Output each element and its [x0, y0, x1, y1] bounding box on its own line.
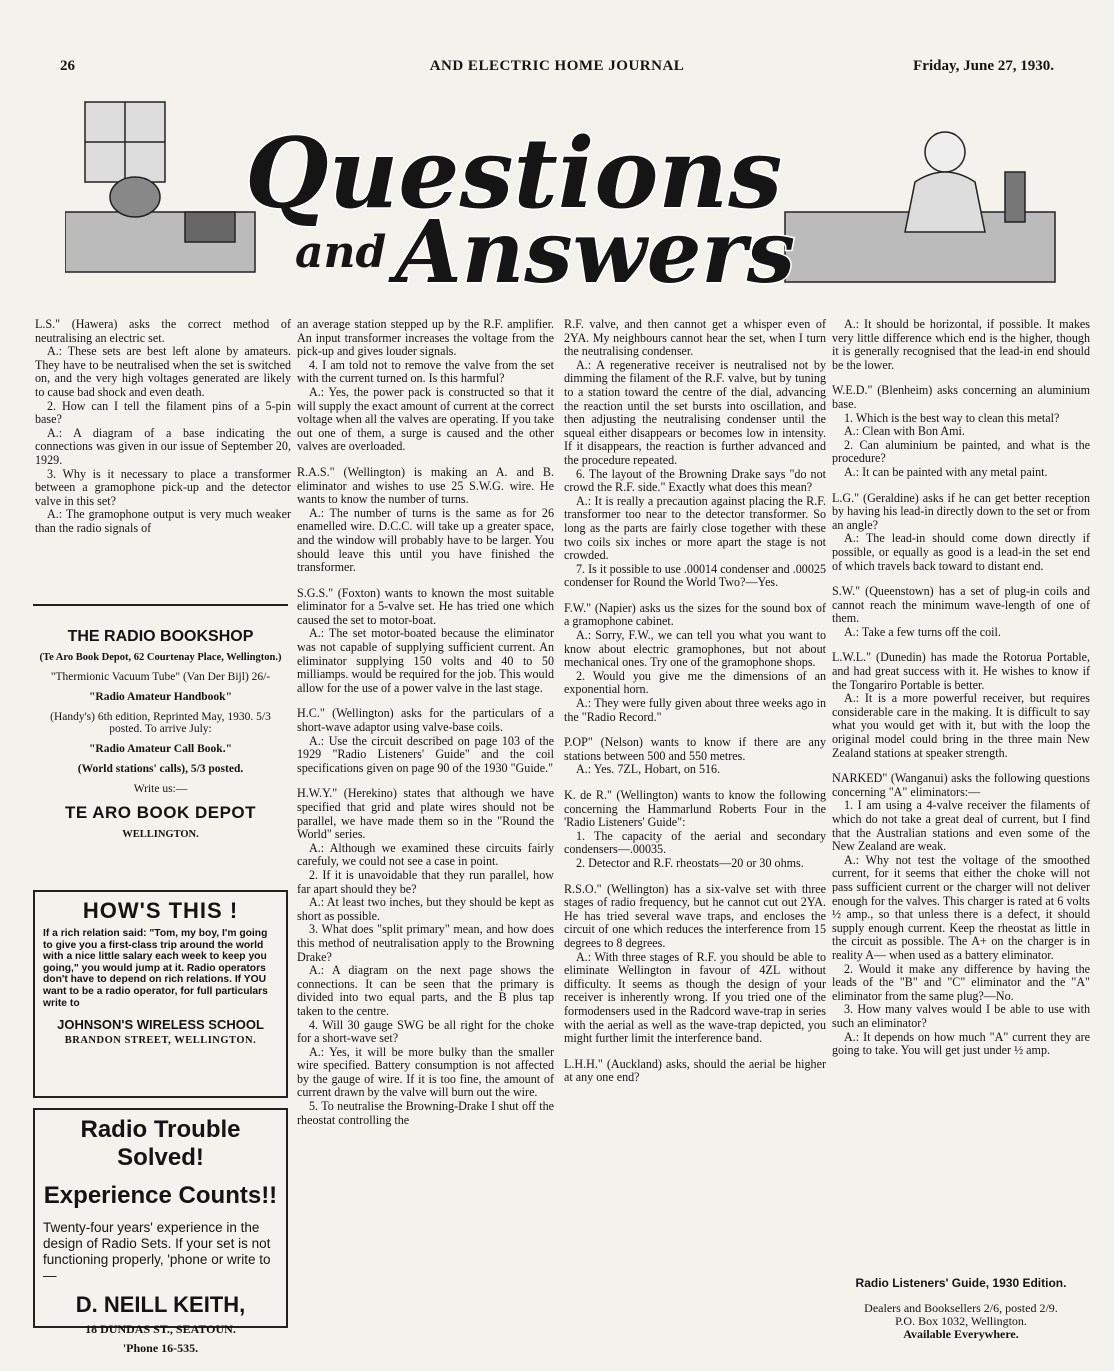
advertiser-phone: 'Phone 16-535.: [122, 1341, 199, 1355]
guide-price: Dealers and Booksellers 2/6, posted 2/9.: [864, 1301, 1058, 1315]
desk-illustration-left: [65, 102, 255, 272]
paragraph: 1. The capacity of the aerial and secondary condensers—.00035.: [564, 828, 826, 857]
radio-bookshop-ad: [33, 598, 288, 878]
paragraph: A.: They were fully given about three weeks ago in the "Radio Record.": [564, 696, 826, 724]
paragraph: A.: These sets are best left alone by amateurs. They have to be neutralised when the set is switched on, and the very high voltages generated are likely to cause bad shock and even death.: [35, 344, 291, 399]
guide-ad-details: [832, 1302, 1090, 1341]
hows-this-title: HOW'S THIS !: [82, 898, 239, 923]
paragraph: A.: The set motor-boated because the eliminator was not capable of supplying sufficient current. An eliminator supplying 150 volts and 40 to 50 milliamps. would be required for the job. This would allow for the use of a power valve in the last stage.: [297, 626, 554, 695]
paragraph: 2. Would you give me the dimensions of an exponential horn.: [564, 668, 826, 697]
desk-illustration-right: [785, 132, 1055, 282]
paragraph: 2. If it is unavoidable that they run parallel, how far apart should they be?: [297, 867, 554, 896]
question-lhh: L.H.H." (Auckland) asks, should the aerial be higher at any one end?: [564, 1056, 826, 1085]
column-4: [832, 318, 1090, 1058]
paragraph: 5. To neutralise the Browning-Drake I shut off the rheostat controlling the: [297, 1099, 554, 1127]
book-item-detail: (Handy's) 6th edition, Reprinted May, 1930. 5/3 posted. To arrive July:: [50, 711, 271, 735]
paragraph: A.: With three stages of R.F. you should be able to eliminate Wellington in favour of 4ZL without difficulty. It seems as though the design of your receiver is inherently wrong. If you tried one of the formodensers used in the Radcord wave-trap in series with the aerial as well as the wave-trap depicted, you might further limit the interference band.: [564, 949, 826, 1046]
paragraph: A.: Yes, the power pack is constructed so that it will supply the exact amount of current at the correct voltage when all the valves are operating. If you take out one of them, a surge is caused and the other valves are overloaded.: [297, 384, 554, 454]
question-wed: W.E.D." (Blenheim) asks concerning an aluminium base.: [832, 383, 1090, 411]
depot-name: TE ARO BOOK DEPOT: [64, 803, 257, 822]
guide-availability: Available Everywhere.: [903, 1327, 1019, 1341]
paragraph: A.: Yes, it will be more bulky than the smaller wire specified. Battery consumption is not affected by the gauge of wire. If it is too fine, the amount of current drawn by the valve will burn out the wire.: [297, 1044, 554, 1100]
paragraph: A.: It should be horizontal, if possible. It makes very little difference which end is the higher, though it is generally recognised that the lead-in end should be the lower.: [832, 317, 1090, 372]
book-item-detail: (World stations' calls), 5/3 posted.: [77, 763, 244, 775]
advertiser-address: 18 DUNDAS ST., SEATOUN.: [85, 1322, 236, 1336]
question-ls: L.S." (Hawera) asks the correct method of neutralising an electric set.: [35, 317, 291, 345]
paragraph: 2. Can aluminium be painted, and what is the procedure?: [832, 437, 1090, 466]
advertiser-name: D. NEILL KEITH,: [75, 1292, 246, 1317]
paragraph: A.: Yes. 7ZL, Hobart, on 516.: [576, 762, 721, 777]
paragraph: 2. Would it make any difference by having the leads of the "B" and "C" eliminator and the "A" eliminator from the same plug?—No.: [832, 961, 1090, 1003]
paragraph: A.: It can be painted with any metal paint.: [844, 464, 1048, 479]
hows-this-body: If a rich relation said: "Tom, my boy, I'm going to give you a first-class trip around the world with a nice little salary each week to keep you going," you would jump at it. Radio operators don't have to depend on rich relations. If YOU want to be a radio operator, for full particulars write to: [43, 928, 268, 1009]
question-fw: F.W." (Napier) asks us the sizes for the sound box of a gramophone cabinet.: [564, 600, 826, 629]
banner-word-questions: Questions: [245, 117, 783, 230]
question-lg: L.G." (Geraldine) asks if he can get better reception by having his lead-in directly down to the set or from an angle?: [832, 490, 1090, 532]
ad-body: Twenty-four years' experience in the design of Radio Sets. If your set is not functioning properly, 'phone or write to—: [43, 1220, 271, 1283]
question-kder: K. de R." (Wellington) wants to know the following concerning the Hammarlund Roberts Four in the 'Radio Listeners' Guide":: [564, 788, 826, 830]
paragraph: A.: Clean with Bon Ami.: [844, 424, 965, 439]
question-lwl: L.W.L." (Dunedin) has made the Rotorua Portable, and had great success with it. He wishes to know if the Tongariro Portable is better.: [832, 650, 1090, 692]
question-narked: NARKED" (Wanganui) asks the following questions concerning "A" eliminators:—: [832, 771, 1090, 799]
paragraph: A.: It depends on how much "A" current they are going to take. You will get just under ½ amp.: [832, 1029, 1090, 1058]
book-item-title: "Radio Amateur Call Book.": [89, 743, 232, 755]
guide-address: P.O. Box 1032, Wellington.: [895, 1314, 1027, 1328]
paragraph: an average station stepped up by the R.F. amplifier. An input transformer increases the voltage from the pick-up and gives louder signals.: [297, 317, 554, 359]
school-name: JOHNSON'S WIRELESS SCHOOL: [57, 1017, 264, 1033]
paragraph: A.: It is a more powerful receiver, but requires considerable care in the making. It is difficult to say what you would get with it, but with the loop the original model could bring in the three main New Zealand stations at speaker strength.: [832, 691, 1090, 760]
banner-word-and: and: [295, 227, 387, 278]
school-address: BRANDON STREET, WELLINGTON.: [64, 1035, 257, 1047]
paragraph: A.: The lead-in should come down directly if possible, or equally as good is a lead-in the set end of which travels back toward to distant end.: [832, 531, 1090, 573]
hows-this-ad: [33, 890, 288, 1098]
ad-subheadline: Experience Counts!!: [43, 1182, 278, 1209]
bookshop-title: THE RADIO BOOKSHOP: [67, 628, 254, 645]
issue-date: Friday, June 27, 1930.: [913, 58, 1054, 74]
paragraph: 3. Why is it necessary to place a transformer between a gramophone pick-up and the detector valve in this set?: [35, 466, 291, 508]
paragraph: 1. Which is the best way to clean this metal?: [844, 410, 1060, 425]
book-item-title: "Radio Amateur Handbook": [89, 691, 232, 703]
paragraph: 2. Detector and R.F. rheostats—20 or 30 ohms.: [576, 855, 804, 870]
paragraph: 7. Is it possible to use .00014 condenser and .00025 condenser for Round the World Two?—Yes.: [564, 561, 826, 590]
paragraph: A.: The number of turns is the same as for 26 enamelled wire. D.C.C. will take up a greater space, and the window will probably have to be larger. You should leave this until you have finished the transformer.: [297, 505, 554, 575]
question-sgs: S.G.S." (Foxton) wants to known the most suitable eliminator for a 5-valve set. He has tried one which caused the set to motor-boat.: [297, 585, 554, 627]
book-item: "Thermionic Vacuum Tube" (Van Der Bijl) 26/-: [50, 671, 271, 683]
paragraph: A.: Use the circuit described on page 103 of the 1929 "Radio Listeners' Guide" and the coil specifications given on page 90 of the 1930 "Guide.": [297, 733, 554, 775]
divider: [33, 604, 288, 606]
paragraph: A.: The gramophone output is very much weaker than the radio signals of: [35, 507, 291, 535]
question-sw: S.W." (Queenstown) has a set of plug-in coils and cannot reach the minimum wave-length of one of them.: [832, 584, 1090, 626]
paragraph: R.F. valve, and then cannot get a whisper even of 2YA. My neighbours cannot hear the set, when I turn the neutralising condenser.: [564, 317, 826, 359]
page-number: 26: [60, 58, 75, 74]
paragraph: 1. I am using a 4-valve receiver the filaments of which do not take a great deal of current, but I find that the Australian stations and even some of the New Zealand are weak.: [832, 798, 1090, 854]
paragraph: 4. I am told not to remove the valve from the set with the current turned on. Is this harmful?: [297, 357, 554, 386]
paragraph: A.: A diagram on the next page shows the connections. It can be seen that the primary is divided into two equal parts, and the B plus tap taken to the centre.: [297, 963, 554, 1018]
page-header: [30, 52, 1084, 82]
paragraph: 3. What does "split primary" mean, and how does this method of neutralisation apply to the Browning Drake?: [297, 922, 554, 964]
paragraph: A.: It is really a precaution against placing the R.F. transformer too near to the detector transformer. So long as the parts are fairly close together with these two coils six inches or more apart the stage is not crowded.: [564, 493, 826, 563]
depot-city: WELLINGTON.: [122, 829, 199, 840]
paragraph: 6. The layout of the Browning Drake says "do not crowd the R.F. side." Exactly what does this mean?: [564, 466, 826, 495]
paragraph: 2. How can I tell the filament pins of a 5-pin base?: [35, 398, 291, 427]
questions-and-answers-banner: [65, 92, 1065, 302]
question-hwy: H.W.Y." (Herekino) states that although we have specified that grid and plate wires should not be parallel, we have made them so in the "Round the World" series.: [297, 786, 554, 842]
paragraph: A.: Take a few turns off the coil.: [844, 624, 1001, 639]
paragraph: A.: A diagram of a base indicating the connections was given in our issue of September 20, 1929.: [35, 425, 291, 467]
paragraph: 4. Will 30 gauge SWG be all right for the choke for a short-wave set?: [297, 1017, 554, 1046]
paragraph: 3. How many valves would I be able to use with such an eliminator?: [832, 1002, 1090, 1030]
question-rso: R.S.O." (Wellington) has a six-valve set with three stages of radio frequency, but he cannot cut out 2YA. He has tried several wave traps, and encloses the circuit of one which reduces the interference from 15 degrees to 8 degrees.: [564, 881, 826, 950]
guide-ad-title: Radio Listeners' Guide, 1930 Edition.: [855, 1276, 1067, 1290]
column-1: [35, 318, 291, 536]
paragraph: A.: A regenerative receiver is neutralised not by dimming the filament of the R.F. valve, but by tuning to a station toward the centre of the dial, advancing the reaction until the set bursts into oscillation, and then adjusting the neutralising condenser until the squeal either disappears or becomes low in intensity. If it disappears, the reaction is further advanced and the procedure repeated.: [564, 357, 826, 467]
bookshop-address: (Te Aro Book Depot, 62 Courtenay Place, Wellington.): [39, 652, 282, 663]
paragraph: A.: Why not test the voltage of the smoothed current, for it seems that either the choke will not pass sufficient current or the charger will not deliver enough for the valves. This charger is rated at 6 volts ½ amp., so that unless there is a defect, it should supply enough current. Keep the rheostat as little in the circuit as possible. The A+ on the charger is in reality A— when used as a battery eliminator.: [832, 852, 1090, 962]
question-hc: H.C." (Wellington) asks for the particulars of a short-wave adaptor using valve-base coils.: [297, 706, 554, 735]
paragraph: A.: Sorry, F.W., we can tell you what you want to know about electric gramophones, but not about mechanical ones. Try one of the gramophone shops.: [564, 628, 826, 670]
paragraph: A.: At least two inches, but they should be kept as short as possible.: [297, 895, 554, 923]
radio-trouble-ad: [33, 1108, 288, 1355]
banner-word-answers: Answers: [395, 202, 796, 302]
journal-title: AND ELECTRIC HOME JOURNAL: [429, 58, 685, 74]
ad-headline: Radio Trouble Solved!: [80, 1116, 241, 1171]
question-pop: P.OP" (Nelson) wants to know if there are any stations between 500 and 550 metres.: [564, 735, 826, 763]
question-ras: R.A.S." (Wellington) is making an A. and B. eliminator and wishes to use 25 S.W.G. wire. He wants to know the number of turns.: [297, 464, 554, 507]
write-us: Write us:—: [133, 783, 188, 795]
paragraph: A.: Although we examined these circuits fairly carefuly, we could not see a case in point.: [297, 840, 554, 869]
column-2: [297, 318, 554, 1127]
column-3: [564, 318, 826, 1085]
